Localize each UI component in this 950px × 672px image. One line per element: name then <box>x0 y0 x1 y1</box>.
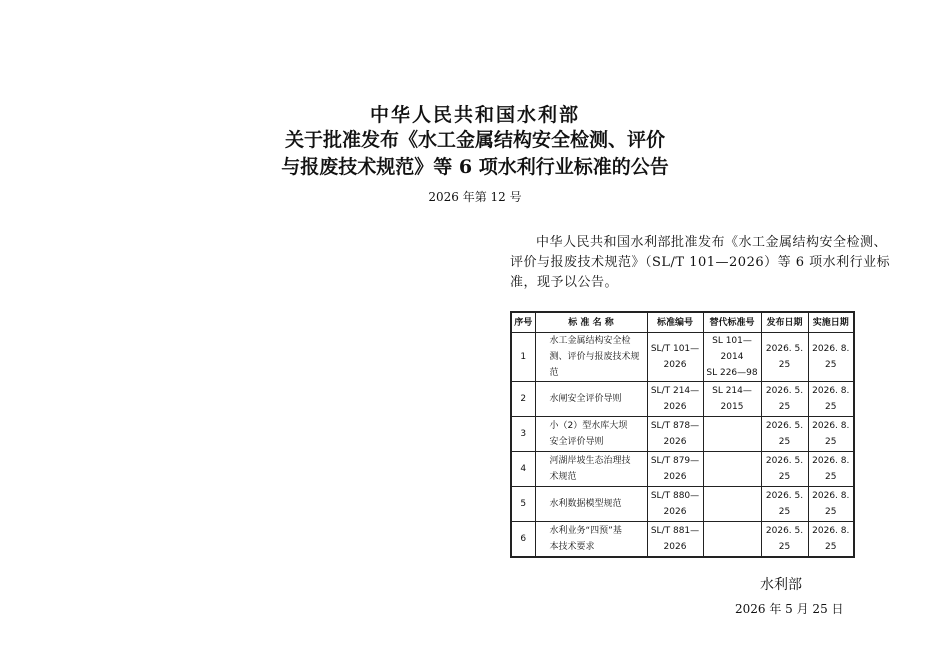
cell-replaced <box>703 417 761 452</box>
cell-name-text: 本技术要求 <box>549 542 595 552</box>
cell-name <box>535 382 647 417</box>
cell-name <box>535 522 647 558</box>
cell-code-text: 2026 <box>663 402 687 412</box>
cell-effective-date-text: 2026. 8. 25 <box>812 456 850 482</box>
ministry-heading: 中华人民共和国水利部 <box>369 104 580 126</box>
table-row <box>511 522 854 558</box>
cell-code <box>647 417 703 452</box>
cell-effective-date <box>808 522 854 558</box>
cell-code <box>647 452 703 487</box>
cell-publish-date-text: 2026. 5. 25 <box>765 421 804 447</box>
cell-name-text: 小（2）型水库大坝 <box>549 421 628 431</box>
cell-replaced <box>703 452 761 487</box>
signature-date: 2026 年 5 月 25 日 <box>735 602 844 616</box>
cell-code-text: SL/T 880— <box>650 491 700 501</box>
body-line-2: 评价与报废技术规范》（SL/T 101—2026）等 6 项水利行业标 <box>510 255 891 270</box>
cell-effective-date <box>808 333 854 382</box>
cell-code-text: 2026 <box>663 472 687 482</box>
table-row <box>511 417 854 452</box>
cell-no <box>511 487 535 522</box>
cell-name-text: 水利业务“四预”基 <box>549 526 622 536</box>
cell-effective-date-text: 2026. 8. 25 <box>812 344 850 370</box>
cell-effective-date-text: 2026. 8. 25 <box>812 526 850 552</box>
cell-replaced-text: SL 214—2015 <box>712 386 752 412</box>
cell-code-text: SL/T 879— <box>650 456 700 466</box>
cell-replaced <box>703 522 761 558</box>
cell-effective-date <box>808 487 854 522</box>
cell-code <box>647 522 703 558</box>
cell-name-text: 水工金属结构安全检 <box>549 336 631 346</box>
cell-no-text: 2 <box>520 394 527 404</box>
cell-replaced <box>703 333 761 382</box>
cell-name-text: 水闸安全评价导则 <box>549 394 622 404</box>
cell-no-text: 6 <box>520 534 527 544</box>
cell-code-text: 2026 <box>663 542 687 552</box>
cell-effective-date <box>808 417 854 452</box>
cell-code-text: SL/T 881— <box>650 526 700 536</box>
cell-no <box>511 417 535 452</box>
cell-publish-date <box>761 522 808 558</box>
signature: 水利部 <box>760 577 802 593</box>
cell-code-text: 2026 <box>663 360 687 370</box>
cell-name-text: 水利数据模型规范 <box>549 499 622 509</box>
cell-publish-date-text: 2026. 5. 25 <box>765 491 804 517</box>
cell-code-text: 2026 <box>663 437 687 447</box>
body-line-3: 准，现予以公告。 <box>510 275 619 290</box>
cell-code-text: SL/T 878— <box>650 421 700 431</box>
header-publish-date: 发布日期 <box>761 312 808 333</box>
cell-no <box>511 522 535 558</box>
announcement-title <box>0 127 950 181</box>
cell-publish-date <box>761 382 808 417</box>
cell-code <box>647 382 703 417</box>
announcement-number: 2026 年第 12 号 <box>428 190 522 204</box>
body-line-1: 中华人民共和国水利部批准发布《水工金属结构安全检测、 <box>536 235 888 250</box>
header-name: 标 准 名 称 <box>535 312 647 333</box>
cell-publish-date <box>761 417 808 452</box>
cell-name <box>535 333 647 382</box>
cell-code-text: SL/T 214— <box>650 386 700 396</box>
table-row <box>511 382 854 417</box>
cell-effective-date-text: 2026. 8. 25 <box>812 421 850 447</box>
cell-replaced <box>703 487 761 522</box>
cell-code-text: 2026 <box>663 507 687 517</box>
cell-publish-date-text: 2026. 5. 25 <box>765 344 804 370</box>
cell-publish-date-text: 2026. 5. 25 <box>765 526 804 552</box>
cell-replaced-text: SL 101—2014 <box>712 336 752 362</box>
cell-no-text: 4 <box>520 464 527 474</box>
cell-name-text: 测、评价与报废技术规范 <box>549 352 640 378</box>
cell-effective-date-text: 2026. 8. 25 <box>812 491 850 517</box>
table-row <box>511 452 854 487</box>
table-row <box>511 333 854 382</box>
table-header-row <box>511 312 854 333</box>
cell-effective-date-text: 2026. 8. 25 <box>812 386 850 412</box>
cell-code <box>647 487 703 522</box>
header-replaced: 替代标准号 <box>703 312 761 333</box>
cell-publish-date-text: 2026. 5. 25 <box>765 386 804 412</box>
announcement-body <box>510 233 891 293</box>
cell-name <box>535 452 647 487</box>
cell-name-text: 术规范 <box>549 472 577 482</box>
table-row <box>511 487 854 522</box>
cell-no <box>511 333 535 382</box>
cell-code <box>647 333 703 382</box>
cell-no-text: 5 <box>520 499 527 509</box>
cell-no <box>511 452 535 487</box>
standards-table <box>510 311 855 558</box>
title-line-2: 与报废技术规范》等 6 项水利行业标准的公告 <box>281 156 669 178</box>
cell-publish-date <box>761 487 808 522</box>
cell-effective-date <box>808 382 854 417</box>
header-no: 序号 <box>511 312 535 333</box>
cell-no-text: 1 <box>520 352 527 362</box>
cell-name <box>535 417 647 452</box>
cell-publish-date <box>761 333 808 382</box>
header-effective-date: 实施日期 <box>808 312 854 333</box>
cell-name-text: 河湖岸坡生态治理技 <box>549 456 631 466</box>
cell-publish-date-text: 2026. 5. 25 <box>765 456 804 482</box>
title-line-1: 关于批准发布《水工金属结构安全检测、评价 <box>284 129 665 151</box>
cell-replaced-text: SL 226—98 <box>706 368 758 378</box>
cell-publish-date <box>761 452 808 487</box>
header-code: 标准编号 <box>647 312 703 333</box>
cell-name <box>535 487 647 522</box>
cell-code-text: SL/T 101— <box>650 344 700 354</box>
cell-no-text: 3 <box>520 429 527 439</box>
cell-replaced <box>703 382 761 417</box>
cell-no <box>511 382 535 417</box>
cell-name-text: 安全评价导则 <box>549 437 604 447</box>
cell-effective-date <box>808 452 854 487</box>
